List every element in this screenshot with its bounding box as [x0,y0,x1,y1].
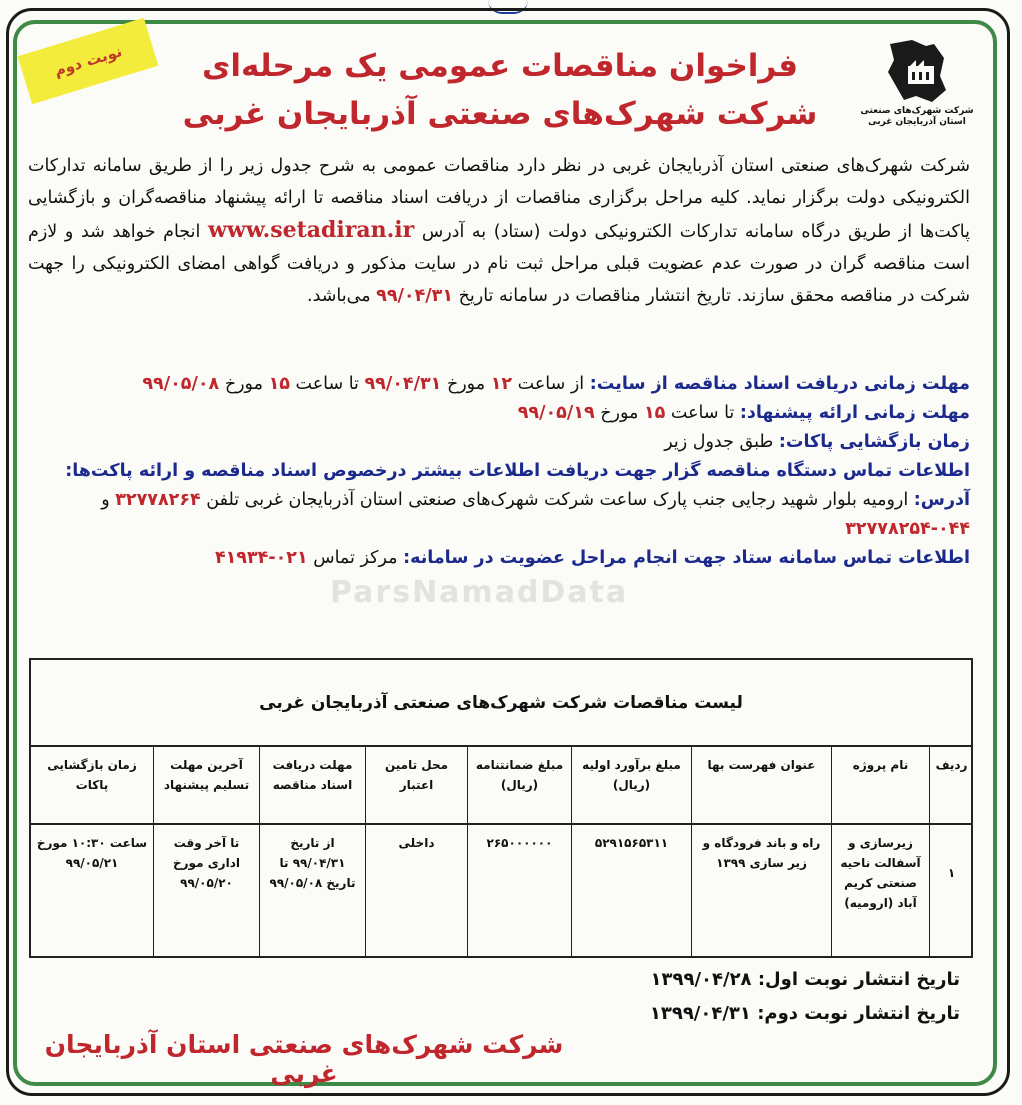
header-guarantee: مبلغ ضمانتنامه (ریال) [467,745,571,823]
cell-funding: داخلی [365,823,467,956]
cell-doc-deadline: از تاریخ ۹۹/۰۴/۳۱ تا تاریخ ۹۹/۰۵/۰۸ [259,823,365,956]
header-project: نام پروژه [831,745,929,823]
publish-second: تاریخ انتشار نوبت دوم: ۱۳۹۹/۰۴/۳۱ [649,1003,960,1024]
watermark: ParsNamadData [330,575,629,610]
bid-deadline-line: مهلت زمانی ارائه پیشنهاد: تا ساعت ۱۵ مورخ ۹۹/۰۵/۱۹ [517,403,970,423]
headline: فراخوان مناقصات عمومی یک مرحله‌ای [201,48,798,84]
logo-caption: شرکت شهرک‌های صنعتی استان آذربایجان غربی [860,106,974,127]
cell-opening: ساعت ۱۰:۳۰ مورخ ۹۹/۰۵/۲۱ [36,836,148,870]
header-list-title: عنوان فهرست بها [691,745,831,823]
publish-first: تاریخ انتشار نوبت اول: ۱۳۹۹/۰۴/۲۸ [650,969,960,990]
cell-project: زیرسازی و آسفالت ناحیه صنعتی کریم آباد (ارومیه) [831,823,929,956]
address-line: آدرس: ارومیه بلوار شهید رجایی جنب پارک ساعت شرکت شهرک‌های صنعتی استان آذربایجان غربی تلفن ۳۲۷۷۸۲۶۴ و ۰۴۴-۳۲۷۷۸۲۵۴ [101,490,970,539]
header-doc-deadline: مهلت دریافت اسناد مناقصه [259,745,365,823]
signoff: شرکت شهرک‌های صنعتی استان آذربایجان غربی [44,1030,564,1088]
subheadline: شرکت شهرک‌های صنعتی آذربایجان غربی [182,96,818,132]
header-opening: زمان بازگشایی پاکات [47,758,137,792]
table-row [31,823,971,956]
cell-estimate: ۵۲۹۱۵۶۵۳۱۱ [571,823,691,956]
intro-paragraph: شرکت شهرک‌های صنعتی استان آذربایجان غربی در نظر دارد مناقصات عمومی به شرح جدول زیر را از طریق سامانه تدارکات الکترونیکی دولت برگزار نماید. کلیه مراحل برگزاری مناقصات از دریافت اسناد مناقصه تا ارائه پیشنهاد مناقصه‌گران و بازگشایی پاکت‌ها از طریق درگاه سامانه تدارکات الکترونیکی دولت (ستاد) به آدرس www.setadiran.ir انجام خواهد شد و لازم است مناقصه گران در صورت عدم عضویت قبلی مراحل ثبت نام در سایت مذکور و دریافت گواهی امضای الکترونیکی را جهت شرکت در مناقصه محقق سازند. تاریخ انتشار مناقصات در سامانه تاریخ ۹۹/۰۴/۳۱ می‌باشد. [28,156,970,306]
company-logo [852,36,982,136]
setad-url[interactable]: www.setadiran.ir [207,217,415,243]
tender-table [29,658,973,958]
header-row-number: ردیف [929,745,973,823]
opening-line: زمان بازگشایی پاکات: طبق جدول زیر [664,432,970,452]
header-funding: محل تامین اعتبار [365,745,467,823]
cell-guarantee: ۲۶۵۰۰۰۰۰۰ [467,823,571,956]
setad-contact-line: اطلاعات تماس سامانه ستاد جهت انجام مراحل عضویت در سامانه: مرکز تماس ۰۲۱-۴۱۹۳۴ [214,548,970,568]
contact-heading: اطلاعات تماس دستگاه مناقصه گزار جهت دریافت اطلاعات بیشتر درخصوص اسناد مناقصه و ارائه پاکت‌ها: [65,461,970,481]
cell-last-deadline: تا آخر وقت اداری مورخ ۹۹/۰۵/۲۰ [153,823,259,956]
publish-dates [520,963,960,1031]
table-title: لیست مناقصات شرکت شهرک‌های صنعتی آذربایجان غربی [31,660,971,747]
tender-schedule [28,370,970,573]
header-last-deadline: آخرین مهلت تسلیم پیشنهاد [153,745,259,823]
table-header [31,745,971,825]
notice-badge: نوبت دوم [18,18,159,104]
iran-map-factory-icon [882,36,952,106]
header-estimate: مبلغ برآورد اولیه (ریال) [571,745,691,823]
cell-row-number: ۱ [929,823,973,956]
doc-deadline-line: مهلت زمانی دریافت اسناد مناقصه از سایت: از ساعت ۱۲ مورخ ۹۹/۰۴/۳۱ تا ساعت ۱۵ مورخ ۹۹/۰۵/۰۸ [142,374,970,394]
cell-list-title: راه و باند فرودگاه و زیر سازی ۱۳۹۹ [691,823,831,956]
